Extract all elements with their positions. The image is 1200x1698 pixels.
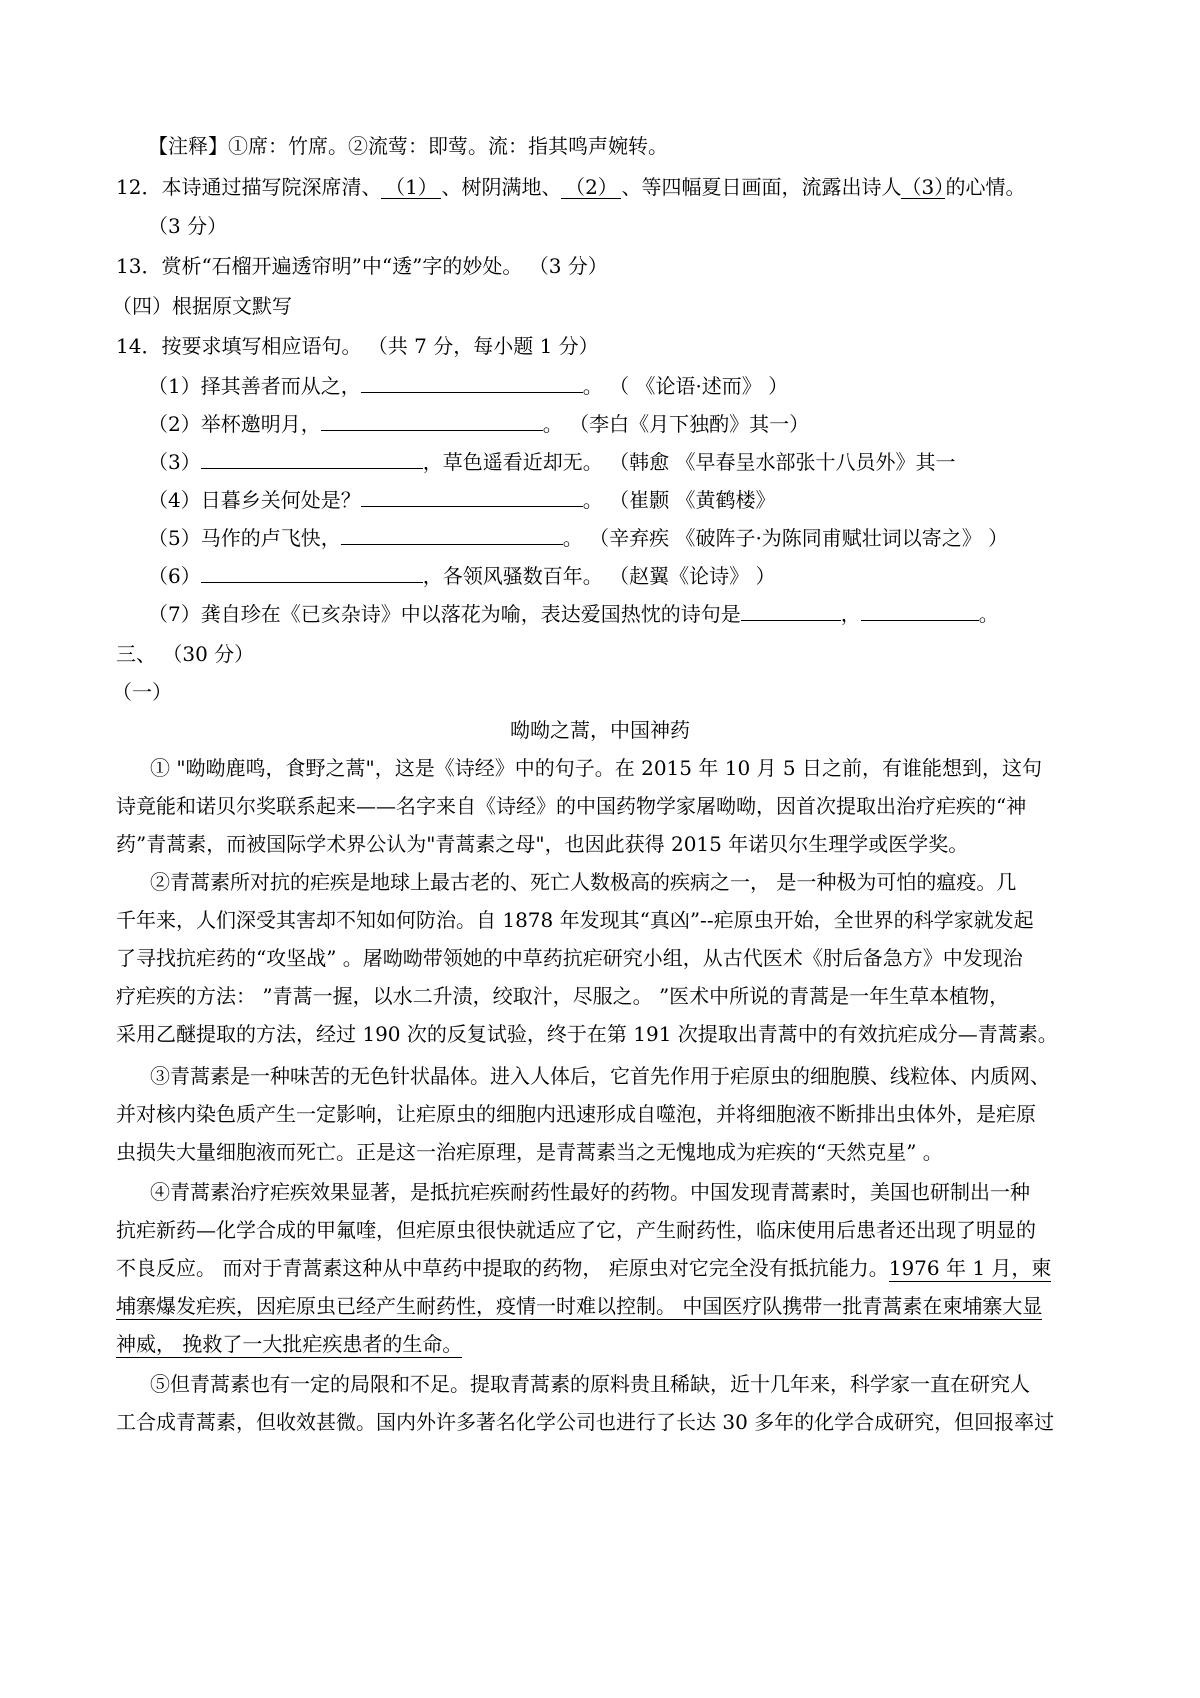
article-title: 呦呦之蒿，中国神药 — [510, 718, 690, 742]
question-14-title: 14．按要求填写相应语句。 （共 7 分，每小题 1 分） — [116, 334, 599, 358]
p4-line-5-underlined: 神威， 挽救了一大批疟疾患者的生命。 — [116, 1332, 463, 1356]
q14-item-4-pre: （4）日暮乡关何处是？ — [148, 488, 361, 512]
p2-line-5: 采用乙醚提取的方法，经过 190 次的反复试验，终于在第 191 次提取出青蒿中的有效抗疟成分—青蒿素。 — [116, 1022, 1058, 1046]
q14-item-2-blank[interactable] — [321, 412, 543, 431]
q14-item-6 — [148, 564, 775, 586]
p4-line-4 — [116, 1296, 1042, 1316]
q14-item-7-blank-2[interactable] — [861, 602, 979, 621]
q14-item-4-blank[interactable] — [361, 488, 583, 507]
question-12 — [116, 176, 1025, 199]
p1-line-3: 药”青蒿素，而被国际学术界公认为"青蒿素之母"，也因此获得 2015 年诺贝尔生理学或医学奖。 — [116, 832, 969, 856]
p4-line-3 — [116, 1258, 1051, 1278]
q12-blank-1: （1） — [381, 176, 441, 199]
q14-item-1-pre: （1）择其善者而从之， — [148, 374, 361, 398]
q14-item-3 — [148, 450, 955, 472]
q14-item-1-post: 。 （ 《论语·述而》 ） — [582, 374, 789, 398]
q14-item-5 — [148, 526, 1008, 548]
q14-item-6-pre: （6） — [148, 564, 201, 588]
q14-item-5-post: 。 （辛弃疾 《破阵子·为陈同甫赋壮词以寄之》 ） — [562, 526, 1009, 550]
q12-sep-1: 、树阴满地、 — [441, 175, 562, 199]
p4-line-3-plain: 不良反应。 而对于青蒿素这种从中草药中提取的药物， 疟原虫对它完全没有抵抗能力。 — [116, 1256, 889, 1280]
question-13: 13．赏析“石榴开遍透帘明”中“透”字的妙处。 （3 分） — [116, 254, 608, 278]
p2-line-3: 了寻找抗疟药的“攻坚战” 。屠呦呦带领她的中草药抗疟研究小组，从古代医术《肘后备急方》中发现治 — [116, 946, 1023, 970]
p1-line-1: ① "呦呦鹿鸣，食野之蒿"，这是《诗经》中的句子。在 2015 年 10 月 5 日之前，有谁能想到，这句 — [150, 756, 1042, 780]
q14-item-4-post: 。 （崔颢 《黄鹤楼》 — [582, 488, 776, 512]
section-3-sub: （一） — [112, 680, 172, 704]
q14-item-1 — [148, 374, 788, 396]
p2-line-2: 千年来，人们深受其害却不知如何防治。自 1878 年发现其“真凶”--疟原虫开始，全世界的科学家就发起 — [116, 908, 1034, 932]
q12-blank-2: （2） — [561, 176, 621, 199]
p5-line-2: 工合成青蒿素，但收效甚微。国内外许多著名化学公司也进行了长达 30 多年的化学合成研究，但回报率过 — [116, 1410, 1055, 1434]
p3-line-3: 虫损失大量细胞液而死亡。正是这一治疟原理，是青蒿素当之无愧地成为疟疾的“天然克星” 。 — [116, 1140, 943, 1164]
p4-line-3-underlined: 1976 年 1 月，柬 — [888, 1256, 1052, 1280]
p5-line-1: ⑤但青蒿素也有一定的局限和不足。提取青蒿素的原料贵且稀缺，近十几年来，科学家一直在研究人 — [150, 1372, 1030, 1396]
section-4-title: （四）根据原文默写 — [112, 294, 292, 318]
p2-line-1: ②青蒿素所对抗的疟疾是地球上最古老的、死亡人数极高的疾病之一， 是一种极为可怕的瘟疫。几 — [150, 870, 1017, 894]
q14-item-2-post: 。 （李白《月下独酌》其一） — [542, 412, 810, 436]
q14-item-2 — [148, 412, 809, 434]
q14-item-7-blank-1[interactable] — [741, 602, 841, 621]
q14-item-5-blank[interactable] — [341, 526, 563, 545]
q12-score: （3 分） — [148, 214, 228, 238]
section-3-title: 三、 （30 分） — [116, 642, 255, 666]
p1-line-2: 诗竟能和诺贝尔奖联系起来——名字来自《诗经》的中国药物学家屠呦呦，因首次提取出治疗疟疾的“神 — [116, 794, 1027, 818]
p3-line-1: ③青蒿素是一种味苦的无色针状晶体。进入人体后，它首先作用于疟原虫的细胞膜、线粒体、内质网、 — [150, 1064, 1050, 1088]
q14-item-3-post: ，草色遥看近却无。 （韩愈 《早春呈水部张十八员外》其一 — [422, 450, 956, 474]
p2-line-4: 疗疟疾的方法： ”青蒿一握，以水二升渍，绞取汁，尽服之。 ”医术中所说的青蒿是一年生草本植物， — [116, 984, 1010, 1008]
p3-line-2: 并对核内染色质产生一定影响，让疟原虫的细胞内迅速形成自噬泡，并将细胞液不断排出虫体外，是疟原 — [116, 1102, 1036, 1126]
q14-item-3-blank[interactable] — [201, 450, 423, 469]
q12-blank-3: （3） — [901, 175, 955, 199]
q14-item-1-blank[interactable] — [361, 374, 583, 393]
q14-item-7-mid: ， — [840, 602, 861, 626]
q14-item-7 — [148, 602, 999, 624]
p4-line-5 — [116, 1334, 462, 1354]
q14-item-6-blank[interactable] — [201, 564, 423, 583]
q14-item-7-post: 。 — [978, 602, 999, 626]
p4-line-4-underlined: 埔寨爆发疟疾，因疟原虫已经产生耐药性，疫情一时难以控制。 中国医疗队携带一批青蒿素在柬埔寨大显 — [116, 1294, 1043, 1318]
p4-line-1: ④青蒿素治疗疟疾效果显著，是抵抗疟疾耐药性最好的药物。中国发现青蒿素时，美国也研制出一种 — [150, 1180, 1030, 1204]
q14-item-4 — [148, 488, 775, 510]
q14-item-2-pre: （2）举杯邀明月， — [148, 412, 321, 436]
annotation-note: 【注释】①席：竹席。②流莺：即莺。流：指其鸣声婉转。 — [148, 134, 668, 158]
q14-item-5-pre: （5）马作的卢飞快， — [148, 526, 341, 550]
q14-item-3-pre: （3） — [148, 450, 201, 474]
q14-item-6-post: ，各领风骚数百年。 （赵翼《论诗》 ） — [422, 564, 776, 588]
p4-line-2: 抗疟新药—化学合成的甲氟喹，但疟原虫很快就适应了它，产生耐药性，临床使用后患者还出现了明显的 — [116, 1218, 1036, 1242]
q12-suffix: 的心情。 — [945, 175, 1026, 199]
q14-item-7-pre: （7）龚自珍在《已亥杂诗》中以落花为喻，表达爱国热忱的诗句是 — [148, 602, 741, 626]
q12-sep-2: 、等四幅夏日画面，流露出诗人 — [621, 175, 902, 199]
q12-prefix: 12．本诗通过描写院深席清、 — [116, 175, 382, 199]
